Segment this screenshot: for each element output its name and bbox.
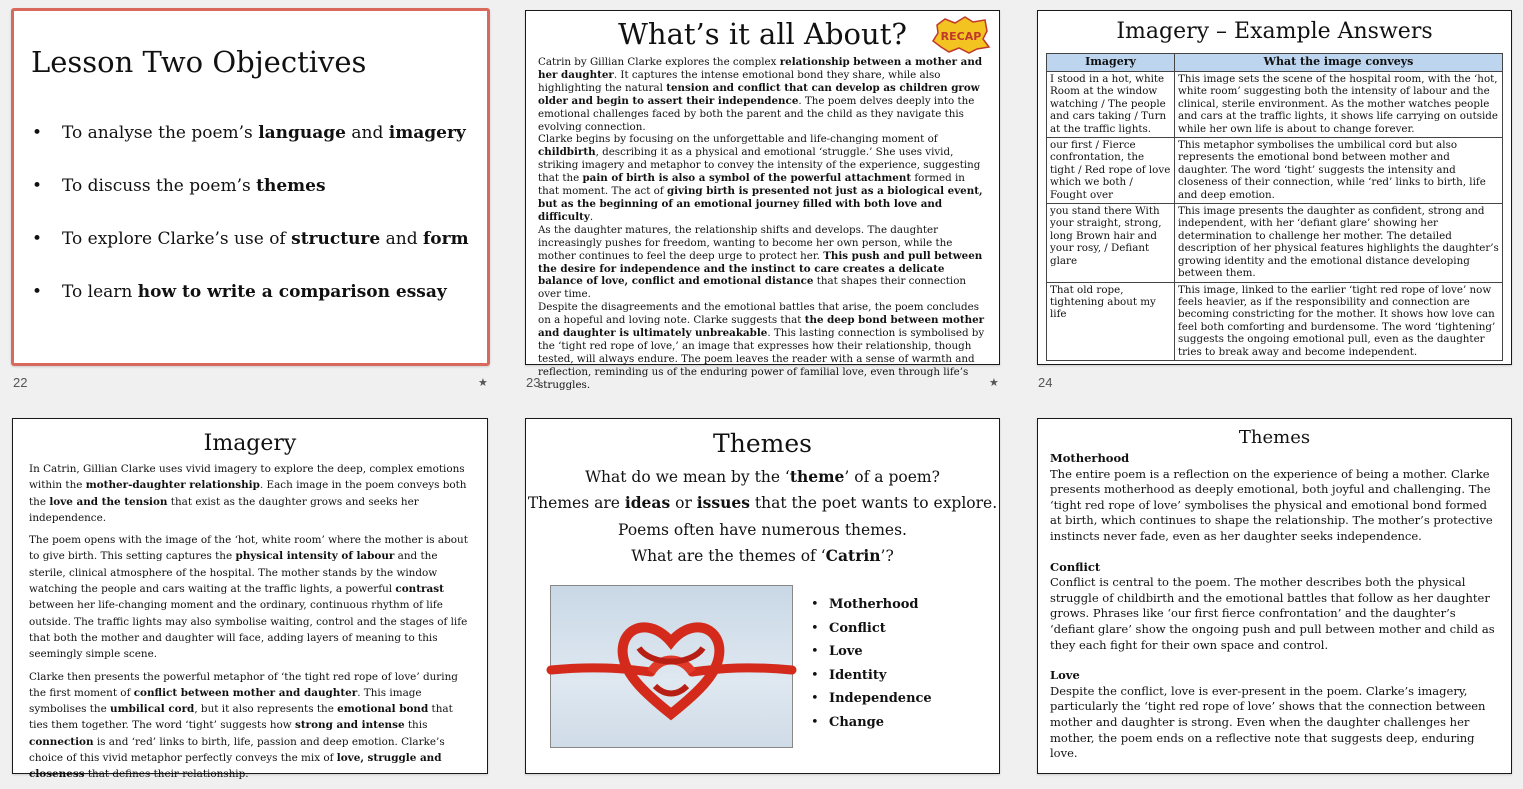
theme-section: Motherhood The entire poem is a reflection on the experience of being a mother. Clarke presents motherhood as deeply emotional, both joyful and challenging. The ‘tight red rope of love’ symbolises the physical and emotional bond formed at birth, which continues to shape the relationship. The mother’s protective instincts never fade, even as her daughter seeks independence.	[1050, 451, 1493, 543]
theme-section: Love Despite the conflict, love is ever-present in the poem. Clarke’s imagery, particularly the ‘tight red rope of love’ shows that the connection between mother and daughter is strong. Even when the daughter challenges her mother, the poem ends on a reflective note that suggests deep, enduring love.	[1050, 668, 1486, 761]
theme-item: • Independence	[811, 691, 932, 706]
theme-section: Conflict Conflict is central to the poem. The mother describes both the physical struggle of childbirth and the emotional battles that follow as her daughter grows. Phrases like ‘our first fierce confrontation’ and the daughter’s ‘defiant glare’ show the ongoing push and pull between mother and child as they each fight for their own space and control.	[1050, 559, 1495, 652]
slide-thumbnail-25[interactable]	[12, 418, 488, 781]
recap-badge-icon	[933, 17, 989, 53]
theme-item: • Motherhood	[811, 597, 919, 612]
table-row: That old rope, tightening about my life This image, linked to the earlier ‘tight red rope of love’ now feels heavier, as if the responsibility and connection are becoming constricting for the mother. It shows how love can feel both comforting and burdensome. The word ‘tightening’ suggests the ongoing emotional pull, even as the daughter tries to break away and become independent.	[1047, 282, 1503, 360]
theme-item: • Love	[811, 644, 863, 659]
slide-number-24: 24	[1038, 375, 1053, 390]
slide-title: Themes	[713, 429, 812, 458]
theme-item: • Change	[811, 714, 885, 730]
theme-item: • Identity	[811, 667, 887, 683]
slide-title: Themes	[1238, 427, 1311, 448]
table-row: you stand there With your straight, strong, long Brown hair and your rosy, / Defiant glare This image presents the daughter as confident, strong and independent, with her ‘defiant glare’ showing her determination to challenge her mother. The detailed description of her physical features highlights the daughter’s growing identity and the emotional distance developing between them.	[1047, 204, 1503, 282]
imagery-text: In Catrin, Gillian Clarke uses vivid imagery to explore the deep, complex emotions within the mother-daughter relationship. Each image in the poem conveys both the love and the tension that exist as the daughter grows and seeks her independence. The poem opens with the image of the ‘hot, white room’ where the mother is about to give birth. This setting captures the physical intensity of labour and the sterile, clinical atmosphere of the hospital. The mother stands by the window watching the people and cars waiting at the traffic lights, a powerful contrast between her life-changing moment and the ordinary, continuous rhythm of life outside. The traffic lights may also symbolise waiting, control and the stages of life that both the mother and daughter will face, adding layers of meaning to this seemingly simple scene. Clarke then presents the powerful metaphor of ‘the tight red rope of love’ during the first moment of conflict between mother and daughter. This image symbolises the umbilical cord, but it also represents the emotional bond that ties them together. The word ‘tight’ suggests how strong and intense this connection is and ‘red’ links to birth, life, passion and deep emotion. Clarke’s choice of this vivid metaphor perfectly conveys the mix of love, struggle and closeness that defines their relationship.	[29, 463, 468, 781]
objective-item: • To learn how to write a comparison essay	[32, 282, 447, 302]
slide-title: Imagery	[203, 431, 297, 456]
objectives-list	[32, 123, 469, 335]
slide-title: Imagery – Example Answers	[1116, 19, 1433, 44]
imagery-table	[1046, 53, 1503, 361]
slide-title: What’s it all About?	[618, 17, 907, 51]
rope-heart-icon	[551, 586, 792, 747]
star-icon: ★	[478, 376, 488, 389]
theme-item: • Conflict	[811, 620, 886, 636]
rope-heart-image	[550, 585, 793, 748]
slide-thumbnail-24[interactable]	[1037, 10, 1512, 365]
recap-badge-text: RECAP	[940, 30, 982, 43]
table-row: I stood in a hot, white Room at the window watching / The people and cars taking / Turn at the traffic lights. This image sets the scene of the hospital room, with the ‘hot, white room’ suggesting both the intensity of labour and the clinical, sterile environment. As the mother watches people and cars at the traffic lights, it shows life carrying on outside while her own life is about to change forever.	[1047, 72, 1503, 138]
objective-item: • To discuss the poem’s themes	[32, 176, 326, 196]
star-icon: ★	[989, 376, 999, 389]
table-row: our first / Fierce confrontation, the tight / Red rope of love which we both / Fought over This metaphor symbolises the umbilical cord but also represents the emotional bond between mother and daughter. The word ‘tight’ suggests the intensity and closeness of their connection, while ‘red’ links to birth, life and deep emotion.	[1047, 138, 1503, 204]
themes-text	[1050, 451, 1501, 777]
theme-questions: What do we mean by the ‘theme’ of a poem? Themes are ideas or issues that the poet wants to explore. Poems often have numerous themes. What are the themes of ‘Catrin’?	[527, 467, 998, 565]
themes-list	[811, 597, 932, 738]
table-header: What the image conveys	[1175, 54, 1503, 72]
table-header: Imagery	[1047, 54, 1175, 72]
slide-thumbnail-22[interactable]	[11, 8, 490, 366]
slide-thumbnail-27[interactable]	[1037, 418, 1512, 774]
objective-item: • To analyse the poem’s language and imagery	[32, 123, 466, 143]
slide-thumbnail-26[interactable]	[525, 418, 1000, 774]
slide-number-23: 23	[526, 375, 541, 390]
summary-text: Catrin by Gillian Clarke explores the complex relationship between a mother and her daughter. It captures the intense emotional bond they share, while also highlighting the natural tension and conflict that can develop as children grow older and begin to assert their independence. The poem delves deeply into the emotional challenges faced by both the parent and the child as they navigate this evolving connection. Clarke begins by focusing on the unforgettable and life-changing moment of childbirth, describing it as a physical and emotional ‘struggle.’ She uses vivid, striking imagery and metaphor to convey the intensity of the experience, suggesting that the pain of birth is also a symbol of the powerful attachment formed in that moment. The act of giving birth is presented not just as a biological event, but as the beginning of an emotional journey filled with both love and difficulty. As the daughter matures, the relationship shifts and develops. The daughter increasingly pushes for freedom, wanting to become her own person, while the mother continues to feel the deep urge to protect her. This push and pull between the desire for independence and the instinct to care creates a delicate balance of love, conflict and emotional distance that shapes their connection over time. Despite the disagreements and the emotional battles that arise, the poem concludes on a hopeful and loving note. Clarke suggests that the deep bond between mother and daughter is ultimately unbreakable. This lasting connection is symbolised by the ‘tight red rope of love,’ an image that expresses how their relationship, though tested, will always endure. The poem leaves the reader with a sense of warmth and reflection, reminding us of the enduring power of familial love, even through life’s struggles.	[538, 56, 985, 391]
slide-title: Lesson Two Objectives	[31, 45, 367, 79]
slide-number-22: 22	[13, 375, 28, 390]
objective-item: • To explore Clarke’s use of structure and form	[32, 229, 469, 249]
